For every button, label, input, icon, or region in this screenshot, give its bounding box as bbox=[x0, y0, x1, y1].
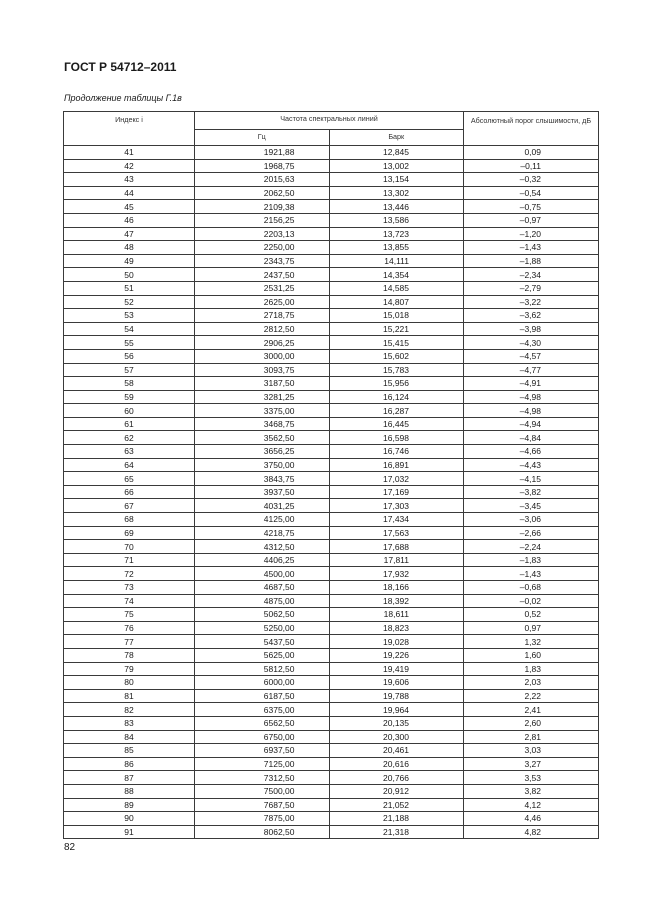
table-row bbox=[64, 608, 599, 622]
table-row bbox=[64, 173, 599, 187]
cell-frequency-bark: 17,688 bbox=[329, 540, 464, 554]
cell-frequency-bark: 18,611 bbox=[329, 608, 464, 622]
cell-frequency-bark: 19,964 bbox=[329, 703, 464, 717]
table-row bbox=[64, 431, 599, 445]
table-row bbox=[64, 648, 599, 662]
cell-frequency-hz: 6937,50 bbox=[195, 744, 330, 758]
cell-index: 45 bbox=[64, 200, 195, 214]
cell-threshold-db: 2,22 bbox=[464, 689, 599, 703]
cell-frequency-bark: 13,154 bbox=[329, 173, 464, 187]
cell-frequency-hz: 1921,88 bbox=[195, 146, 330, 160]
cell-frequency-hz: 2531,25 bbox=[195, 281, 330, 295]
cell-frequency-hz: 2718,75 bbox=[195, 309, 330, 323]
table-row bbox=[64, 268, 599, 282]
table-row bbox=[64, 825, 599, 839]
cell-threshold-db: –1,43 bbox=[464, 241, 599, 255]
cell-index: 70 bbox=[64, 540, 195, 554]
cell-frequency-hz: 2062,50 bbox=[195, 186, 330, 200]
cell-frequency-hz: 4218,75 bbox=[195, 526, 330, 540]
cell-frequency-hz: 4125,00 bbox=[195, 513, 330, 527]
cell-frequency-hz: 3093,75 bbox=[195, 363, 330, 377]
cell-frequency-hz: 4312,50 bbox=[195, 540, 330, 554]
cell-index: 58 bbox=[64, 377, 195, 391]
header-hz: Гц bbox=[195, 130, 330, 146]
cell-frequency-hz: 2437,50 bbox=[195, 268, 330, 282]
cell-frequency-bark: 18,823 bbox=[329, 621, 464, 635]
cell-frequency-hz: 7875,00 bbox=[195, 812, 330, 826]
cell-frequency-bark: 13,723 bbox=[329, 227, 464, 241]
table-row bbox=[64, 309, 599, 323]
cell-frequency-hz: 3187,50 bbox=[195, 377, 330, 391]
data-table bbox=[63, 111, 599, 839]
cell-threshold-db: –0,02 bbox=[464, 594, 599, 608]
table-row bbox=[64, 676, 599, 690]
cell-frequency-bark: 17,032 bbox=[329, 472, 464, 486]
cell-threshold-db: 2,81 bbox=[464, 730, 599, 744]
cell-frequency-hz: 5812,50 bbox=[195, 662, 330, 676]
cell-index: 67 bbox=[64, 499, 195, 513]
table-row bbox=[64, 363, 599, 377]
cell-index: 46 bbox=[64, 213, 195, 227]
table-row bbox=[64, 200, 599, 214]
cell-index: 55 bbox=[64, 336, 195, 350]
table-row bbox=[64, 812, 599, 826]
cell-threshold-db: –1,83 bbox=[464, 553, 599, 567]
page-number: 82 bbox=[64, 842, 76, 853]
cell-index: 68 bbox=[64, 513, 195, 527]
cell-threshold-db: –0,54 bbox=[464, 186, 599, 200]
cell-frequency-bark: 13,002 bbox=[329, 159, 464, 173]
cell-threshold-db: –4,91 bbox=[464, 377, 599, 391]
cell-threshold-db: 4,46 bbox=[464, 812, 599, 826]
cell-threshold-db: –3,98 bbox=[464, 322, 599, 336]
cell-index: 72 bbox=[64, 567, 195, 581]
cell-threshold-db: –4,84 bbox=[464, 431, 599, 445]
cell-frequency-hz: 4875,00 bbox=[195, 594, 330, 608]
cell-threshold-db: 0,97 bbox=[464, 621, 599, 635]
table-row bbox=[64, 146, 599, 160]
cell-frequency-hz: 1968,75 bbox=[195, 159, 330, 173]
cell-threshold-db: –4,15 bbox=[464, 472, 599, 486]
table-row bbox=[64, 526, 599, 540]
cell-index: 85 bbox=[64, 744, 195, 758]
cell-index: 86 bbox=[64, 757, 195, 771]
cell-frequency-bark: 16,287 bbox=[329, 404, 464, 418]
table-row bbox=[64, 390, 599, 404]
cell-index: 83 bbox=[64, 716, 195, 730]
cell-threshold-db: –4,66 bbox=[464, 445, 599, 459]
cell-frequency-bark: 21,318 bbox=[329, 825, 464, 839]
cell-threshold-db: –0,97 bbox=[464, 213, 599, 227]
cell-index: 69 bbox=[64, 526, 195, 540]
header-threshold: Абсолютный порог слышимости, дБ bbox=[464, 112, 599, 146]
cell-frequency-bark: 12,845 bbox=[329, 146, 464, 160]
table-row bbox=[64, 621, 599, 635]
table-row bbox=[64, 798, 599, 812]
table-row bbox=[64, 771, 599, 785]
cell-frequency-hz: 5250,00 bbox=[195, 621, 330, 635]
cell-frequency-hz: 2625,00 bbox=[195, 295, 330, 309]
cell-threshold-db: –0,11 bbox=[464, 159, 599, 173]
cell-threshold-db: –0,32 bbox=[464, 173, 599, 187]
cell-threshold-db: –4,98 bbox=[464, 404, 599, 418]
table-row bbox=[64, 703, 599, 717]
cell-frequency-bark: 20,461 bbox=[329, 744, 464, 758]
cell-threshold-db: 3,27 bbox=[464, 757, 599, 771]
table-row bbox=[64, 417, 599, 431]
cell-frequency-bark: 17,434 bbox=[329, 513, 464, 527]
table-row bbox=[64, 784, 599, 798]
cell-frequency-bark: 15,221 bbox=[329, 322, 464, 336]
cell-index: 88 bbox=[64, 784, 195, 798]
cell-frequency-hz: 3937,50 bbox=[195, 485, 330, 499]
cell-threshold-db: 3,82 bbox=[464, 784, 599, 798]
cell-index: 79 bbox=[64, 662, 195, 676]
cell-index: 90 bbox=[64, 812, 195, 826]
cell-frequency-bark: 13,302 bbox=[329, 186, 464, 200]
cell-frequency-bark: 16,891 bbox=[329, 458, 464, 472]
cell-frequency-hz: 4687,50 bbox=[195, 581, 330, 595]
table-row bbox=[64, 553, 599, 567]
table-row bbox=[64, 241, 599, 255]
cell-frequency-hz: 2109,38 bbox=[195, 200, 330, 214]
cell-frequency-bark: 21,188 bbox=[329, 812, 464, 826]
table-row bbox=[64, 213, 599, 227]
cell-index: 82 bbox=[64, 703, 195, 717]
table-row bbox=[64, 594, 599, 608]
cell-threshold-db: –0,75 bbox=[464, 200, 599, 214]
cell-index: 48 bbox=[64, 241, 195, 255]
cell-frequency-bark: 20,135 bbox=[329, 716, 464, 730]
cell-threshold-db: –1,43 bbox=[464, 567, 599, 581]
cell-threshold-db: –2,79 bbox=[464, 281, 599, 295]
cell-index: 74 bbox=[64, 594, 195, 608]
cell-frequency-hz: 6000,00 bbox=[195, 676, 330, 690]
cell-index: 54 bbox=[64, 322, 195, 336]
cell-index: 43 bbox=[64, 173, 195, 187]
cell-frequency-bark: 17,563 bbox=[329, 526, 464, 540]
cell-frequency-hz: 3656,25 bbox=[195, 445, 330, 459]
table-row bbox=[64, 635, 599, 649]
cell-frequency-hz: 2343,75 bbox=[195, 254, 330, 268]
cell-frequency-bark: 17,169 bbox=[329, 485, 464, 499]
cell-frequency-bark: 14,585 bbox=[329, 281, 464, 295]
table-row bbox=[64, 581, 599, 595]
cell-index: 73 bbox=[64, 581, 195, 595]
cell-index: 51 bbox=[64, 281, 195, 295]
table-row bbox=[64, 662, 599, 676]
cell-threshold-db: 2,41 bbox=[464, 703, 599, 717]
cell-frequency-hz: 7687,50 bbox=[195, 798, 330, 812]
cell-index: 89 bbox=[64, 798, 195, 812]
cell-index: 47 bbox=[64, 227, 195, 241]
cell-threshold-db: 3,03 bbox=[464, 744, 599, 758]
cell-index: 52 bbox=[64, 295, 195, 309]
cell-frequency-bark: 14,807 bbox=[329, 295, 464, 309]
cell-frequency-hz: 7500,00 bbox=[195, 784, 330, 798]
cell-frequency-hz: 2015,63 bbox=[195, 173, 330, 187]
table-row bbox=[64, 757, 599, 771]
cell-threshold-db: –3,45 bbox=[464, 499, 599, 513]
cell-frequency-hz: 2906,25 bbox=[195, 336, 330, 350]
cell-index: 62 bbox=[64, 431, 195, 445]
cell-frequency-hz: 3000,00 bbox=[195, 349, 330, 363]
cell-threshold-db: –2,66 bbox=[464, 526, 599, 540]
cell-index: 44 bbox=[64, 186, 195, 200]
cell-threshold-db: –4,43 bbox=[464, 458, 599, 472]
cell-threshold-db: –3,62 bbox=[464, 309, 599, 323]
cell-frequency-hz: 5625,00 bbox=[195, 648, 330, 662]
cell-frequency-hz: 2250,00 bbox=[195, 241, 330, 255]
table-row bbox=[64, 377, 599, 391]
cell-index: 77 bbox=[64, 635, 195, 649]
cell-frequency-hz: 5062,50 bbox=[195, 608, 330, 622]
cell-index: 66 bbox=[64, 485, 195, 499]
cell-threshold-db: 4,82 bbox=[464, 825, 599, 839]
table-row bbox=[64, 186, 599, 200]
table-row bbox=[64, 689, 599, 703]
cell-frequency-hz: 6375,00 bbox=[195, 703, 330, 717]
cell-frequency-bark: 20,912 bbox=[329, 784, 464, 798]
cell-frequency-bark: 21,052 bbox=[329, 798, 464, 812]
cell-frequency-bark: 13,586 bbox=[329, 213, 464, 227]
cell-threshold-db: –1,20 bbox=[464, 227, 599, 241]
table-caption: Продолжение таблицы Г.1в bbox=[64, 93, 182, 103]
cell-index: 81 bbox=[64, 689, 195, 703]
cell-frequency-hz: 3281,25 bbox=[195, 390, 330, 404]
document-header: ГОСТ Р 54712–2011 bbox=[64, 60, 177, 74]
table-row bbox=[64, 716, 599, 730]
table-row bbox=[64, 458, 599, 472]
cell-index: 71 bbox=[64, 553, 195, 567]
table-row bbox=[64, 349, 599, 363]
cell-frequency-hz: 6562,50 bbox=[195, 716, 330, 730]
table-header bbox=[64, 112, 599, 146]
cell-index: 63 bbox=[64, 445, 195, 459]
table-row bbox=[64, 540, 599, 554]
cell-index: 50 bbox=[64, 268, 195, 282]
cell-threshold-db: 0,09 bbox=[464, 146, 599, 160]
cell-frequency-bark: 19,606 bbox=[329, 676, 464, 690]
table-row bbox=[64, 744, 599, 758]
cell-threshold-db: –4,98 bbox=[464, 390, 599, 404]
table-row bbox=[64, 295, 599, 309]
cell-index: 65 bbox=[64, 472, 195, 486]
cell-frequency-bark: 18,392 bbox=[329, 594, 464, 608]
cell-threshold-db: –4,30 bbox=[464, 336, 599, 350]
cell-index: 59 bbox=[64, 390, 195, 404]
header-bark: Барк bbox=[329, 130, 464, 146]
cell-frequency-hz: 2203,13 bbox=[195, 227, 330, 241]
table-row bbox=[64, 499, 599, 513]
cell-threshold-db: 1,32 bbox=[464, 635, 599, 649]
cell-index: 91 bbox=[64, 825, 195, 839]
table-row bbox=[64, 281, 599, 295]
cell-index: 75 bbox=[64, 608, 195, 622]
cell-frequency-bark: 17,932 bbox=[329, 567, 464, 581]
cell-frequency-bark: 19,028 bbox=[329, 635, 464, 649]
table-row bbox=[64, 227, 599, 241]
cell-index: 80 bbox=[64, 676, 195, 690]
cell-index: 64 bbox=[64, 458, 195, 472]
cell-frequency-bark: 17,303 bbox=[329, 499, 464, 513]
cell-frequency-hz: 3750,00 bbox=[195, 458, 330, 472]
cell-frequency-bark: 16,124 bbox=[329, 390, 464, 404]
cell-frequency-hz: 3468,75 bbox=[195, 417, 330, 431]
cell-frequency-bark: 13,446 bbox=[329, 200, 464, 214]
cell-frequency-hz: 3375,00 bbox=[195, 404, 330, 418]
cell-frequency-bark: 15,415 bbox=[329, 336, 464, 350]
cell-threshold-db: 2,03 bbox=[464, 676, 599, 690]
cell-frequency-bark: 13,855 bbox=[329, 241, 464, 255]
cell-threshold-db: 1,83 bbox=[464, 662, 599, 676]
cell-index: 57 bbox=[64, 363, 195, 377]
cell-threshold-db: 4,12 bbox=[464, 798, 599, 812]
cell-index: 53 bbox=[64, 309, 195, 323]
cell-frequency-hz: 4500,00 bbox=[195, 567, 330, 581]
cell-threshold-db: –2,34 bbox=[464, 268, 599, 282]
cell-frequency-bark: 14,354 bbox=[329, 268, 464, 282]
table-row bbox=[64, 445, 599, 459]
cell-index: 84 bbox=[64, 730, 195, 744]
cell-frequency-bark: 18,166 bbox=[329, 581, 464, 595]
cell-frequency-bark: 16,445 bbox=[329, 417, 464, 431]
cell-frequency-bark: 20,766 bbox=[329, 771, 464, 785]
cell-threshold-db: 1,60 bbox=[464, 648, 599, 662]
cell-frequency-hz: 7312,50 bbox=[195, 771, 330, 785]
table-row bbox=[64, 254, 599, 268]
cell-index: 60 bbox=[64, 404, 195, 418]
header-frequency-group: Частота спектральных линий bbox=[195, 112, 464, 130]
cell-index: 41 bbox=[64, 146, 195, 160]
cell-index: 49 bbox=[64, 254, 195, 268]
cell-frequency-bark: 15,783 bbox=[329, 363, 464, 377]
cell-index: 42 bbox=[64, 159, 195, 173]
cell-frequency-hz: 3843,75 bbox=[195, 472, 330, 486]
cell-frequency-bark: 17,811 bbox=[329, 553, 464, 567]
cell-threshold-db: –1,88 bbox=[464, 254, 599, 268]
cell-frequency-bark: 14,111 bbox=[329, 254, 464, 268]
cell-threshold-db: 2,60 bbox=[464, 716, 599, 730]
cell-frequency-hz: 6187,50 bbox=[195, 689, 330, 703]
cell-frequency-hz: 8062,50 bbox=[195, 825, 330, 839]
table-row bbox=[64, 404, 599, 418]
cell-threshold-db: –0,68 bbox=[464, 581, 599, 595]
cell-index: 78 bbox=[64, 648, 195, 662]
table-row bbox=[64, 336, 599, 350]
table-row bbox=[64, 322, 599, 336]
cell-threshold-db: –4,77 bbox=[464, 363, 599, 377]
cell-frequency-hz: 7125,00 bbox=[195, 757, 330, 771]
cell-frequency-bark: 19,226 bbox=[329, 648, 464, 662]
header-index: Индекс i bbox=[64, 112, 195, 146]
cell-index: 61 bbox=[64, 417, 195, 431]
table-row bbox=[64, 485, 599, 499]
table-row bbox=[64, 730, 599, 744]
table-row bbox=[64, 472, 599, 486]
cell-frequency-bark: 20,300 bbox=[329, 730, 464, 744]
cell-threshold-db: –3,22 bbox=[464, 295, 599, 309]
cell-frequency-bark: 20,616 bbox=[329, 757, 464, 771]
cell-frequency-hz: 5437,50 bbox=[195, 635, 330, 649]
cell-frequency-hz: 2812,50 bbox=[195, 322, 330, 336]
cell-threshold-db: –3,06 bbox=[464, 513, 599, 527]
cell-frequency-bark: 15,018 bbox=[329, 309, 464, 323]
cell-frequency-bark: 16,598 bbox=[329, 431, 464, 445]
cell-threshold-db: 3,53 bbox=[464, 771, 599, 785]
cell-frequency-hz: 3562,50 bbox=[195, 431, 330, 445]
cell-frequency-bark: 15,956 bbox=[329, 377, 464, 391]
cell-index: 87 bbox=[64, 771, 195, 785]
cell-threshold-db: –3,82 bbox=[464, 485, 599, 499]
table-row bbox=[64, 159, 599, 173]
table-body bbox=[64, 146, 599, 839]
cell-index: 56 bbox=[64, 349, 195, 363]
cell-threshold-db: 0,52 bbox=[464, 608, 599, 622]
cell-threshold-db: –2,24 bbox=[464, 540, 599, 554]
cell-frequency-hz: 6750,00 bbox=[195, 730, 330, 744]
table-row bbox=[64, 567, 599, 581]
cell-frequency-bark: 19,419 bbox=[329, 662, 464, 676]
cell-frequency-hz: 4406,25 bbox=[195, 553, 330, 567]
cell-threshold-db: –4,57 bbox=[464, 349, 599, 363]
table-row bbox=[64, 513, 599, 527]
cell-threshold-db: –4,94 bbox=[464, 417, 599, 431]
cell-frequency-bark: 19,788 bbox=[329, 689, 464, 703]
cell-frequency-hz: 4031,25 bbox=[195, 499, 330, 513]
cell-frequency-bark: 16,746 bbox=[329, 445, 464, 459]
cell-index: 76 bbox=[64, 621, 195, 635]
cell-frequency-hz: 2156,25 bbox=[195, 213, 330, 227]
cell-frequency-bark: 15,602 bbox=[329, 349, 464, 363]
